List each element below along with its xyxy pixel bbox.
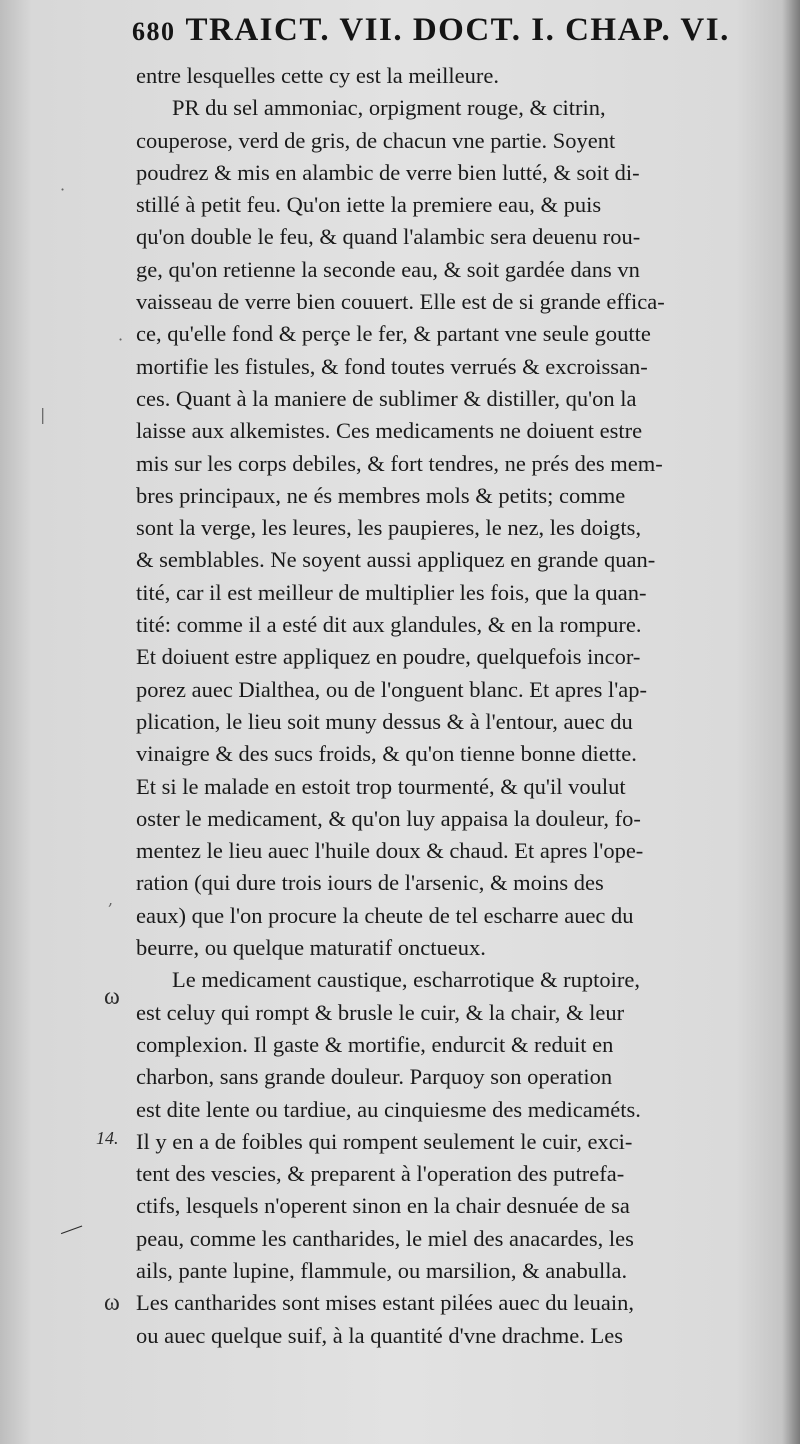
- ink-speck: ·: [118, 330, 124, 349]
- running-header: [132, 12, 752, 49]
- text-line: oster le medicament, & qu'on luy appaisa la douleur, fo-: [136, 805, 641, 831]
- text-line: tité: comme il a esté dit aux glandules, & en la rompure.: [136, 612, 642, 638]
- text-line: ctifs, lesquels n'operent sinon en la chair desnuée de sa: [136, 1193, 630, 1219]
- text-line: Le medicament caustique, escharrotique & ruptoire,: [172, 967, 640, 993]
- page-number: 680: [132, 17, 176, 46]
- text-line: qu'on double le feu, & quand l'alambic sera deuenu rou-: [136, 224, 641, 250]
- ink-speck: ·: [60, 180, 66, 199]
- text-line: charbon, sans grande douleur. Parquoy son operation: [136, 1064, 613, 1090]
- text-line: Et doiuent estre appliquez en poudre, quelquefois incor-: [136, 644, 641, 670]
- ink-speck: ,: [108, 890, 114, 909]
- ink-speck: |: [40, 405, 46, 424]
- text-line: Il y en a de foibles qui rompent seulement le cuir, exci-: [136, 1128, 633, 1154]
- text-line: plication, le lieu soit muny dessus & à l'entour, auec du: [136, 708, 633, 734]
- text-line: bres principaux, ne és membres mols & petits; comme: [136, 482, 626, 508]
- text-line: sont la verge, les leures, les paupieres, le nez, les doigts,: [136, 515, 642, 541]
- text-line: mortifie les fistules, & fond toutes verrués & excroissan-: [136, 353, 648, 379]
- text-line: ces. Quant à la maniere de sublimer & distiller, qu'on la: [136, 385, 637, 411]
- text-line: Et si le malade en estoit trop tourmenté, & qu'il voulut: [136, 773, 626, 799]
- text-line: ration (qui dure trois iours de l'arsenic, & moins des: [136, 870, 604, 896]
- body-text: [136, 60, 756, 1352]
- text-line: entre lesquelles cette cy est la meilleure.: [136, 63, 499, 88]
- text-line: ge, qu'on retienne la seconde eau, & soit gardée dans vn: [136, 256, 640, 282]
- text-line: poudrez & mis en alambic de verre bien lutté, & soit di-: [136, 159, 640, 185]
- text-line: mentez le lieu auec l'huile doux & chaud. Et apres l'ope-: [136, 838, 644, 864]
- text-line: peau, comme les cantharides, le miel des anacardes, les: [136, 1225, 634, 1251]
- margin-omega-mark: ω: [104, 984, 120, 1010]
- running-title: TRAICT. VII. DOCT. I. CHAP. VI.: [185, 12, 730, 48]
- text-line: couperose, verd de gris, de chacun vne partie. Soyent: [136, 127, 616, 153]
- margin-omega-mark: ω: [104, 1290, 120, 1316]
- text-line: porez auec Dialthea, ou de l'onguent blanc. Et apres l'ap-: [136, 676, 648, 702]
- margin-note-number: 14.: [96, 1128, 119, 1148]
- text-line: est celuy qui rompt & brusle le cuir, & la chair, & leur: [136, 999, 625, 1025]
- text-line: PR du sel ammoniac, orpigment rouge, & citrin,: [172, 95, 606, 121]
- text-line: vaisseau de verre bien couuert. Elle est de si grande effica-: [136, 289, 665, 315]
- text-line: tité, car il est meilleur de multiplier les fois, que la quan-: [136, 579, 647, 605]
- text-line: stillé à petit feu. Qu'on iette la premiere eau, & puis: [136, 192, 602, 218]
- text-line: ce, qu'elle fond & perçe le fer, & partant vne seule goutte: [136, 321, 651, 347]
- text-line: complexion. Il gaste & mortifie, endurcit & reduit en: [136, 1031, 614, 1057]
- text-line: laisse aux alkemistes. Ces medicaments ne doiuent estre: [136, 418, 643, 444]
- text-line: ails, pante lupine, flammule, ou marsilion, & anabulla.: [136, 1257, 628, 1283]
- text-line: eaux) que l'on procure la cheute de tel escharre auec du: [136, 902, 634, 928]
- text-line: beurre, ou quelque maturatif onctueux.: [136, 935, 486, 961]
- margin-pen-stroke: —: [56, 1212, 86, 1244]
- text-line: & semblables. Ne soyent aussi appliquez en grande quan-: [136, 547, 656, 573]
- text-line: tent des vescies, & preparent à l'operation des putrefa-: [136, 1161, 625, 1187]
- text-line: mis sur les corps debiles, & fort tendres, ne prés des mem-: [136, 450, 663, 476]
- text-line: vinaigre & des sucs froids, & qu'on tienne bonne diette.: [136, 741, 637, 767]
- text-line: est dite lente ou tardiue, au cinquiesme des medicaméts.: [136, 1096, 641, 1122]
- text-line: Les cantharides sont mises estant pilées auec du leuain,: [136, 1290, 634, 1316]
- text-line: ou auec quelque suif, à la quantité d'vne drachme. Les: [136, 1322, 623, 1348]
